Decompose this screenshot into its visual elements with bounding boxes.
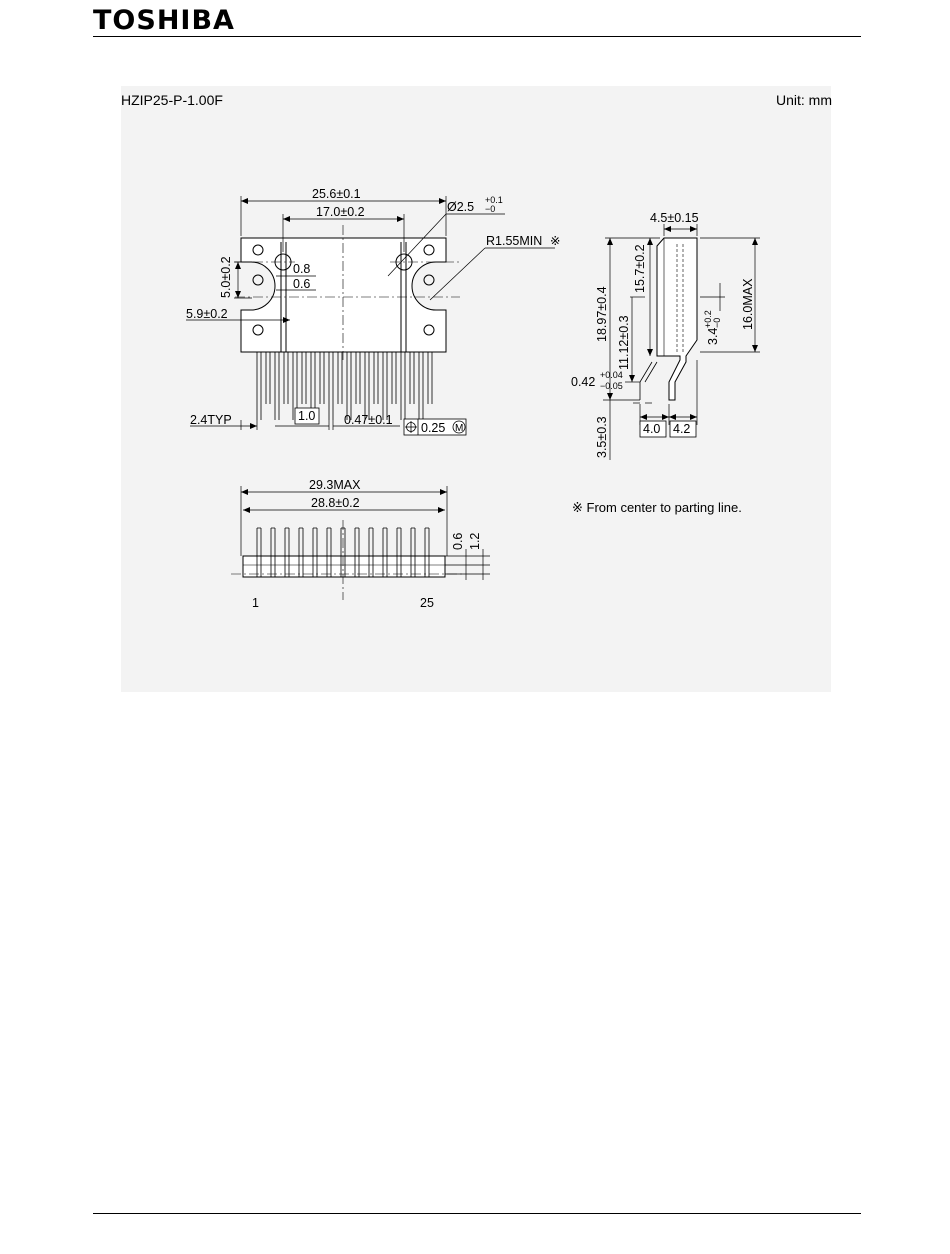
dim-18-97: 18.97±0.4 [595,286,609,342]
dim-hole-dia-tol-plus: +0.1 [485,195,503,205]
dim-hole-dia: Ø2.5 [447,200,475,214]
dim-5-9: 5.9±0.2 [186,307,228,321]
package-name: HZIP25-P-1.00F [121,92,223,108]
dim-thickness: 4.5±0.15 [650,211,699,225]
dim-radius: R1.55MIN [486,234,543,248]
dim-bottom-0-6: 0.6 [451,532,465,550]
parting-line-note: ※ From center to parting line. [572,500,742,515]
dim-3-4-tol-minus: −0 [712,317,722,328]
dim-0-6: 0.6 [293,277,311,291]
unit-label: Unit: mm [776,92,832,108]
front-view [186,196,555,430]
dim-29-3-max: 29.3MAX [309,478,361,492]
dim-pin-pitch-typ: 2.4TYP [190,413,232,427]
dim-15-7: 15.7±0.2 [633,244,647,293]
dim-0-8: 0.8 [293,262,311,276]
toshiba-logo: TOSHIBA [93,5,235,36]
dim-0-42-tol-minus: −0.05 [600,381,623,391]
pin-25-label: 25 [420,596,434,610]
dim-overall-width: 25.6±0.1 [312,187,361,201]
dim-hole-dia-tol-minus: −0 [485,204,496,214]
dim-3-5: 3.5±0.3 [595,416,609,458]
tolerance-value: 0.25 [421,421,446,435]
dim-hole-pitch: 17.0±0.2 [316,205,365,219]
box-4-2-text: 4.2 [673,422,691,436]
dim-11-12: 11.12±0.3 [617,315,631,370]
radius-mark: ※ [550,234,561,248]
dim-16-max: 16.0MAX [741,278,755,330]
dim-0-42: 0.42 [571,375,596,389]
dim-pin-box: 1.0 [298,409,316,423]
dim-pin-width: 0.47±0.1 [344,413,393,427]
tolerance-mod: M [455,423,464,434]
dim-bottom-1-2: 1.2 [468,532,482,550]
dim-3-4: 3.4 [706,327,720,345]
dim-0-42-tol-plus: +0.04 [600,370,623,380]
dim-3-4-tol-plus: +0.2 [703,310,713,328]
box-4-0-text: 4.0 [643,422,661,436]
pin-1-label: 1 [252,596,259,610]
footer-rule [93,1213,861,1214]
dim-vertical-hole: 5.0±0.2 [219,256,233,298]
dim-28-8: 28.8±0.2 [311,496,360,510]
